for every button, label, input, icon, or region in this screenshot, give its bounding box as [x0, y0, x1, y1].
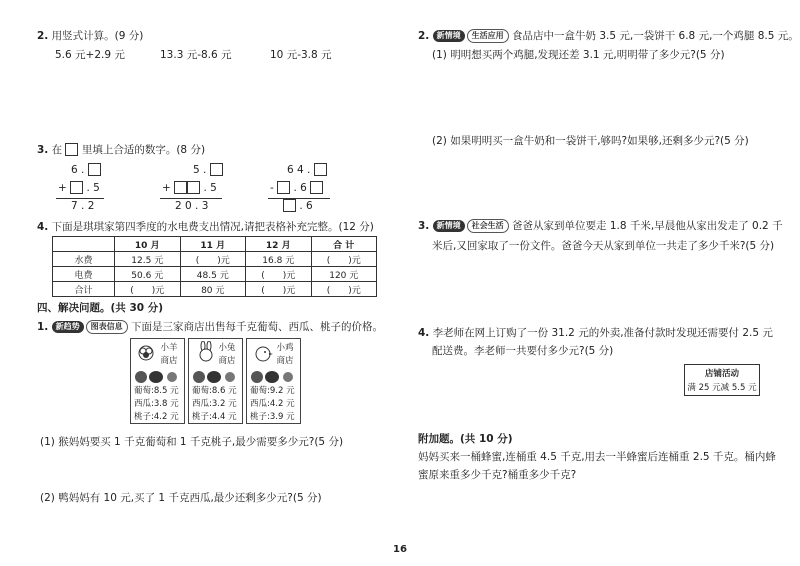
answer-box[interactable] [314, 163, 327, 176]
promo-body: 满 25 元减 5.5 元 [687, 383, 757, 393]
utility-fee-table [52, 236, 377, 297]
r2-sub2: (2) 如果明明买一盒牛奶和一袋饼干,够吗?如果够,还剩多少元?(5 分) [432, 135, 749, 147]
price-line: 葡萄:8.5 元 [134, 386, 179, 396]
puzzle-2-top: 5 . [193, 163, 223, 176]
q2-item-3: 10 元-3.8 元 [270, 49, 332, 61]
fruit-icons [250, 370, 298, 384]
social-life-tag: 社会生活 [467, 219, 509, 233]
table-cell: ( )元 [180, 252, 246, 267]
p1-heading: 1. 新趋势 图表信息 下面是三家商店出售每千克葡萄、西瓜、桃子的价格。 [37, 321, 383, 333]
puzzle-2-result: 2 0 . 3 [175, 200, 209, 212]
life-application-tag: 生活应用 [467, 29, 509, 43]
table-header: 11 月 [180, 237, 246, 252]
table-row [53, 252, 377, 267]
price-line: 葡萄:9.2 元 [250, 386, 295, 396]
r2-sub1: (1) 明明想买两个鸡腿,发现还差 3.1 元,明明带了多少元?(5 分) [432, 49, 725, 61]
answer-box[interactable] [187, 181, 200, 194]
table-cell: 电费 [53, 267, 115, 282]
answer-box[interactable] [283, 199, 296, 212]
r2-heading: 2. 新情境 生活应用 食品店中一盒牛奶 3.5 元,一袋饼干 6.8 元,一个鸡腿 8.5 元。 [418, 30, 799, 42]
price-line: 桃子:3.9 元 [250, 412, 295, 422]
chick-icon [252, 343, 274, 363]
shop-name: 小鸡商店 [276, 343, 294, 366]
table-cell: 120 元 [311, 267, 377, 282]
fruit-icons [134, 370, 182, 384]
answer-box[interactable] [310, 181, 323, 194]
price-line: 西瓜:3.2 元 [192, 399, 237, 409]
table-cell: 80 元 [180, 282, 246, 297]
q4-heading: 4. 下面是琪琪家第四季度的水电费支出情况,请把表格补充完整。(12 分) [37, 221, 374, 233]
puzzle-2-line [160, 198, 222, 199]
table-cell: 合计 [53, 282, 115, 297]
r3-line2: 米后,又回家取了一份文件。爸爸今天从家到单位一共走了多少千米?(5 分) [432, 240, 775, 252]
q2-item-1: 5.6 元+2.9 元 [55, 49, 125, 61]
answer-box[interactable] [210, 163, 223, 176]
table-row [53, 282, 377, 297]
price-line: 葡萄:8.6 元 [192, 386, 237, 396]
new-context-tag: 新情境 [433, 220, 465, 232]
table-header: 合 计 [311, 237, 377, 252]
table-row [53, 267, 377, 282]
puzzle-1-line [56, 198, 104, 199]
bonus-line1: 妈妈买来一桶蜂蜜,连桶重 4.5 千克,用去一半蜂蜜后连桶重 2.5 千克。桶内蜂 [418, 451, 776, 463]
table-header-row [53, 237, 377, 252]
puzzle-3-mid: - . 6 [270, 181, 323, 194]
page-number: 16 [393, 544, 407, 555]
r4-line2: 配送费。李老师一共要付多少元?(5 分) [432, 345, 614, 357]
table-cell: 水费 [53, 252, 115, 267]
table-cell: 50.6 元 [115, 267, 181, 282]
price-line: 桃子:4.2 元 [134, 412, 179, 422]
table-cell: ( )元 [115, 282, 181, 297]
price-line: 西瓜:3.8 元 [134, 399, 179, 409]
table-header: 12 月 [246, 237, 312, 252]
table-cell: 16.8 元 [246, 252, 312, 267]
puzzle-3-top: 6 4 . [287, 163, 327, 176]
section-heading: 四、解决问题。(共 30 分) [37, 302, 164, 314]
table-cell: ( )元 [311, 282, 377, 297]
shop-name: 小羊商店 [160, 343, 178, 366]
sheep-icon [135, 343, 157, 363]
puzzle-1-mid: + . 5 [58, 182, 100, 194]
table-cell: ( )元 [311, 252, 377, 267]
shop-promo-note [684, 364, 760, 396]
table-cell: ( )元 [246, 267, 312, 282]
shop-card [130, 338, 185, 424]
new-context-tag: 新情境 [433, 30, 465, 42]
bonus-line2: 蜜原来重多少千克?桶重多少千克? [418, 469, 577, 481]
q3-heading: 3. 在 里填上合适的数字。(8 分) [37, 144, 206, 156]
promo-title: 店铺活动 [704, 369, 739, 379]
shop-card [246, 338, 301, 424]
answer-box[interactable] [174, 181, 187, 194]
puzzle-2-mid: + . 5 [162, 182, 217, 194]
r3-heading: 3. 新情境 社会生活 爸爸从家到单位要走 1.8 千米,早晨他从家出发走了 0.2 千 [418, 220, 783, 232]
chart-info-tag: 图表信息 [86, 320, 128, 334]
shop-name: 小兔商店 [218, 343, 236, 366]
p1-sub2: (2) 鸭妈妈有 10 元,买了 1 千克西瓜,最少还剩多少元?(5 分) [40, 492, 322, 504]
q2-heading: 2. 用竖式计算。(9 分) [37, 30, 144, 42]
rabbit-icon [195, 341, 217, 363]
answer-box[interactable] [277, 181, 290, 194]
puzzle-1-result: 7 . 2 [71, 200, 95, 212]
puzzle-3-result: . 6 [283, 199, 313, 212]
table-header [53, 237, 115, 252]
answer-box[interactable] [70, 181, 83, 194]
new-trend-tag: 新趋势 [52, 321, 84, 333]
r4-heading: 4. 李老师在网上订购了一份 31.2 元的外卖,准备付款时发现还需要付 2.5 元 [418, 327, 773, 339]
puzzle-1-top: 6 . [71, 163, 101, 176]
price-line: 西瓜:4.2 元 [250, 399, 295, 409]
fruit-icons [192, 370, 240, 384]
table-header: 10 月 [115, 237, 181, 252]
table-cell: ( )元 [246, 282, 312, 297]
table-cell: 48.5 元 [180, 267, 246, 282]
shop-card [188, 338, 243, 424]
q2-item-2: 13.3 元-8.6 元 [160, 49, 232, 61]
table-cell: 12.5 元 [115, 252, 181, 267]
answer-box[interactable] [88, 163, 101, 176]
bonus-heading: 附加题。(共 10 分) [418, 433, 513, 445]
answer-box [65, 143, 78, 156]
price-line: 桃子:4.4 元 [192, 412, 237, 422]
p1-sub1: (1) 猴妈妈要买 1 千克葡萄和 1 千克桃子,最少需要多少元?(5 分) [40, 436, 344, 448]
